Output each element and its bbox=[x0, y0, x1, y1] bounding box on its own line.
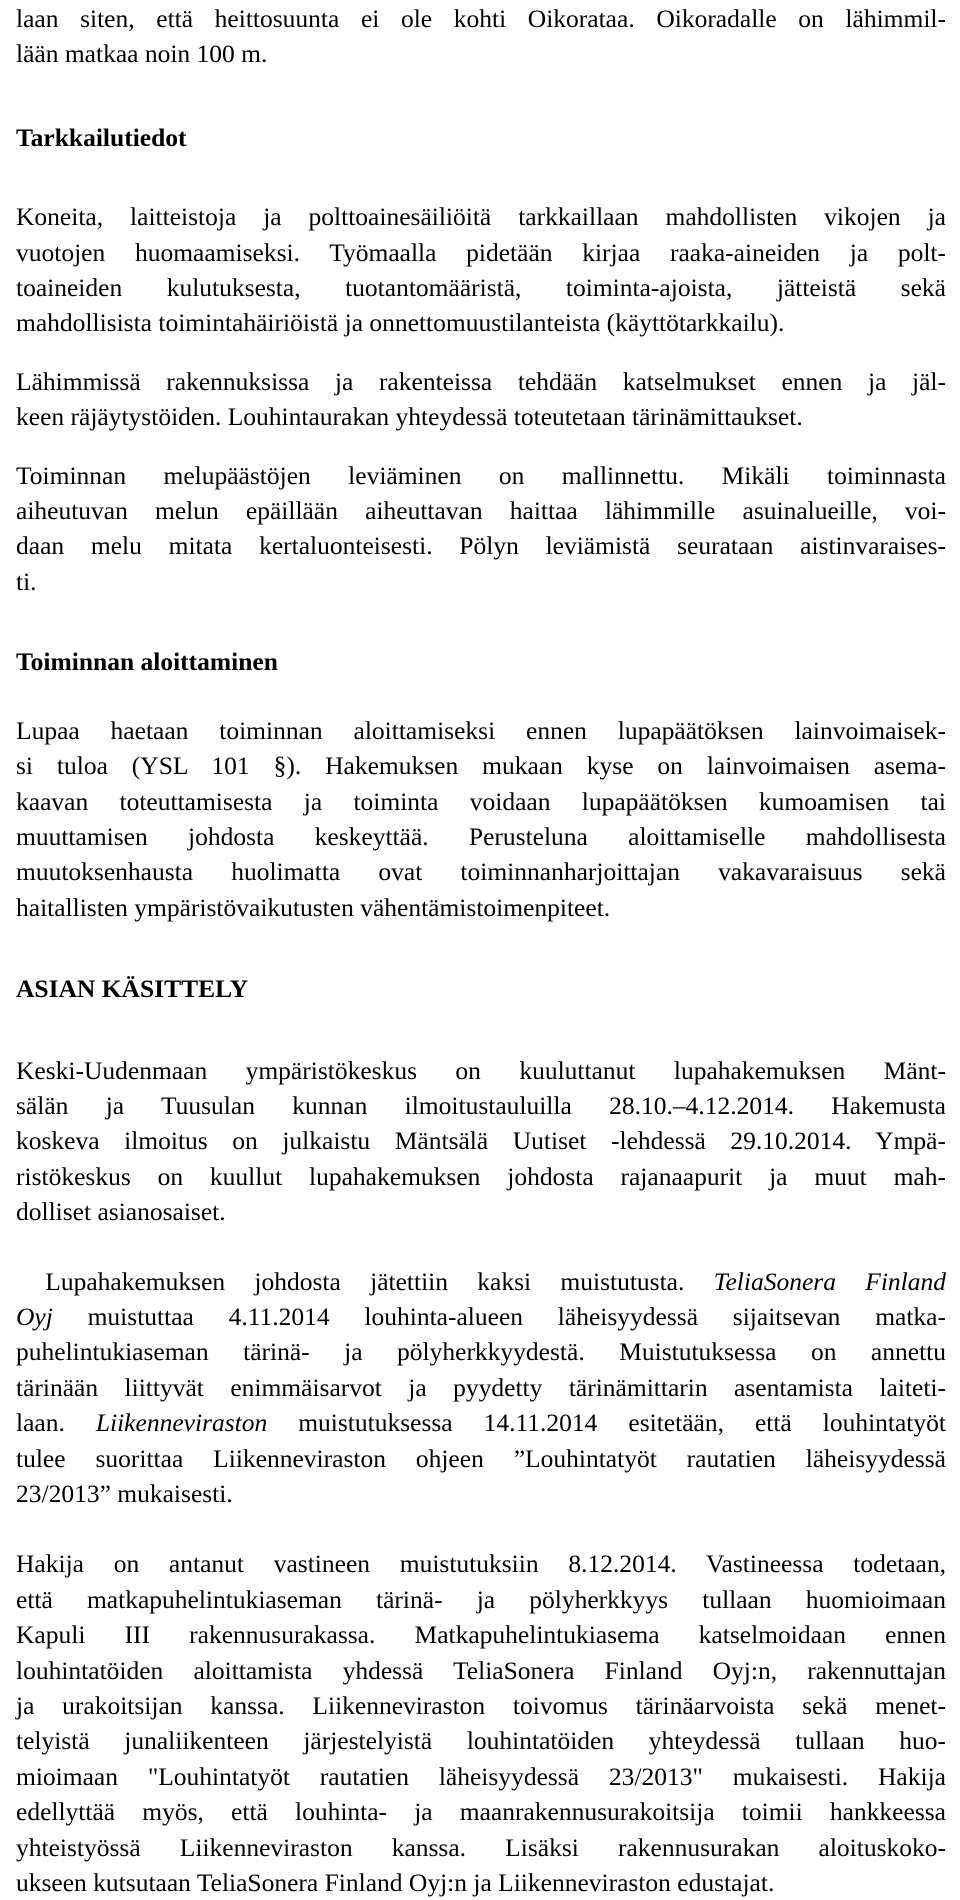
text-line: ukseen kutsutaan TeliaSonera Finland Oyj:n ja Liikenneviraston edustajat. bbox=[16, 1868, 775, 1898]
monitoring-paragraph-3 bbox=[16, 458, 946, 600]
text-line: lään matkaa noin 100 m. bbox=[16, 39, 268, 69]
start-paragraph-1 bbox=[16, 713, 946, 925]
intro-paragraph bbox=[16, 1, 946, 72]
text-line: Hakija on antanut vastineen muistutuksiin 8.12.2014. Vastineessa todetaan, bbox=[16, 1549, 946, 1579]
text-line: Koneita, laitteistoja ja polttoainesäiliöitä tarkkaillaan mahdollisten vikojen ja bbox=[16, 202, 946, 232]
text-line: tärinään liittyvät enimmäisarvot ja pyydetty tärinämittarin asentamista laiteti- bbox=[16, 1372, 946, 1402]
text-line bbox=[16, 1299, 946, 1334]
section-heading-processing: ASIAN KÄSITTELY bbox=[16, 974, 249, 1004]
monitoring-paragraph-2 bbox=[16, 364, 946, 435]
text-line: toaineiden kulutuksesta, tuotantomääristä, toiminta-ajoista, jätteistä sekä bbox=[16, 273, 946, 303]
text-line: louhintatöiden aloittamista yhdessä TeliaSonera Finland Oyj:n, rakennuttajan bbox=[16, 1655, 946, 1685]
text-line: Lähimmissä rakennuksissa ja rakenteissa tehdään katselmukset ennen ja jäl- bbox=[16, 366, 946, 396]
text-line: mahdollisista toimintahäiriöistä ja onnettomuustilanteista (käyttötarkkailu). bbox=[16, 308, 785, 338]
processing-paragraph-2 bbox=[16, 1264, 946, 1512]
text-segment: laan. bbox=[16, 1408, 96, 1438]
text-segment: Lupahakemuksen johdosta jätettiin kaksi muistutusta. bbox=[16, 1266, 714, 1296]
processing-paragraph-1 bbox=[16, 1053, 946, 1230]
processing-paragraph-3 bbox=[16, 1546, 946, 1900]
document-page bbox=[16, 0, 946, 1900]
text-line: daan melu mitata kertaluonteisesti. Pölyn leviämistä seurataan aistinvaraises- bbox=[16, 531, 946, 561]
text-line: yhteistyössä Liikenneviraston kanssa. Lisäksi rakennusurakan aloituskoko- bbox=[16, 1832, 946, 1862]
text-line: kaavan toteuttamisesta ja toiminta voidaan lupapäätöksen kumoamisen tai bbox=[16, 786, 946, 816]
text-line: että matkapuhelintukiaseman tärinä- ja pölyherkkyys tullaan huomioimaan bbox=[16, 1584, 946, 1614]
text-line: ti. bbox=[16, 566, 37, 596]
text-line: koskeva ilmoitus on julkaistu Mäntsälä Uutiset -lehdessä 29.10.2014. Ympä- bbox=[16, 1126, 946, 1156]
party-name-telia-suffix: Oyj bbox=[16, 1301, 53, 1331]
text-line: Keski-Uudenmaan ympäristökeskus on kuuluttanut lupahakemuksen Mänt- bbox=[16, 1055, 946, 1085]
text-line: aiheutuvan melun epäillään aiheuttavan haittaa lähimmille asuinalueille, voi- bbox=[16, 496, 946, 526]
text-line: 23/2013” mukaisesti. bbox=[16, 1479, 233, 1508]
text-line: muuttamisen johdosta keskeyttää. Perusteluna aloittamiselle mahdollisesta bbox=[16, 821, 946, 851]
text-segment: muistutuksessa 14.11.2014 esitetään, että louhintatyöt bbox=[267, 1408, 946, 1438]
text-line bbox=[16, 1405, 946, 1440]
text-line: mioimaan "Louhintatyöt rautatien läheisyydessä 23/2013" mukaisesti. Hakija bbox=[16, 1761, 946, 1791]
text-line: muutoksenhausta huolimatta ovat toiminnanharjoittajan vakavaraisuus sekä bbox=[16, 857, 946, 887]
text-line: Kapuli III rakennusurakassa. Matkapuhelintukiasema katselmoidaan ennen bbox=[16, 1620, 946, 1650]
text-line: edellyttää myös, että louhinta- ja maanrakennusurakoitsija toimii hankkeessa bbox=[16, 1797, 946, 1827]
text-line: ristökeskus on kuullut lupahakemuksen johdosta rajanaapurit ja muut mah- bbox=[16, 1161, 946, 1191]
text-line: si tuloa (YSL 101 §). Hakemuksen mukaan kyse on lainvoimaisen asema- bbox=[16, 751, 946, 781]
text-line: Lupaa haetaan toiminnan aloittamiseksi ennen lupapäätöksen lainvoimaisek- bbox=[16, 715, 946, 745]
party-name-liikennevirasto: Liikenneviraston bbox=[95, 1408, 268, 1438]
text-line: tulee suorittaa Liikenneviraston ohjeen ”Louhintatyöt rautatien läheisyydessä bbox=[16, 1443, 946, 1473]
text-line: Toiminnan melupäästöjen leviäminen on mallinnettu. Mikäli toiminnasta bbox=[16, 460, 946, 490]
section-heading-monitoring: Tarkkailutiedot bbox=[16, 122, 187, 152]
text-line: keen räjäytystöiden. Louhintaurakan yhteydessä toteutetaan tärinämittaukset. bbox=[16, 402, 803, 432]
text-line: puhelintukiaseman tärinä- ja pölyherkkyydestä. Muistutuksessa on annettu bbox=[16, 1337, 946, 1367]
text-line: telyistä junaliikenteen järjestelyistä louhintatöiden yhteydessä tullaan huo- bbox=[16, 1726, 946, 1756]
text-line: haitallisten ympäristövaikutusten vähentämistoimenpiteet. bbox=[16, 892, 611, 922]
text-line: laan siten, että heittosuunta ei ole kohti Oikorataa. Oikoradalle on lähimmil- bbox=[16, 4, 946, 33]
text-line: dolliset asianosaiset. bbox=[16, 1197, 226, 1227]
text-line: ja urakoitsijan kanssa. Liikenneviraston toivomus tärinäarvoista sekä menet- bbox=[16, 1691, 946, 1721]
text-line: vuotojen huomaamiseksi. Työmaalla pidetään kirjaa raaka-aineiden ja polt- bbox=[16, 237, 946, 267]
party-name-telia: TeliaSonera Finland bbox=[713, 1266, 946, 1296]
monitoring-paragraph-1 bbox=[16, 199, 946, 341]
text-segment: muistuttaa 4.11.2014 louhinta-alueen läheisyydessä sijaitsevan matka- bbox=[52, 1301, 946, 1331]
text-line: sälän ja Tuusulan kunnan ilmoitustauluilla 28.10.–4.12.2014. Hakemusta bbox=[16, 1090, 946, 1120]
text-line bbox=[16, 1264, 946, 1299]
section-heading-start: Toiminnan aloittaminen bbox=[16, 647, 278, 677]
